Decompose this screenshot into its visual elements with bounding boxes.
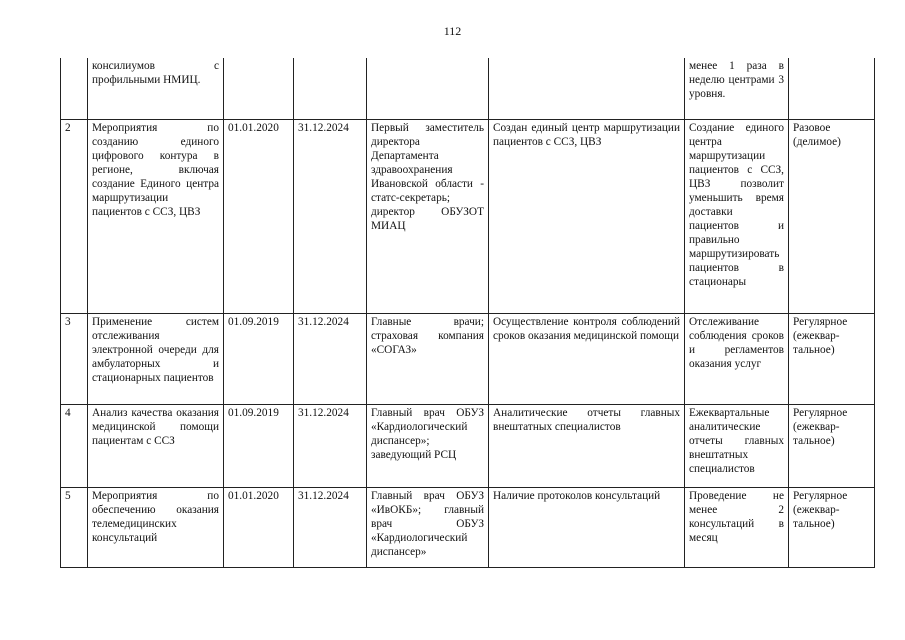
- cell-indicator: Проведение не менее 2 консультаций в месяц: [685, 487, 789, 567]
- page-number: 112: [443, 24, 462, 38]
- cell-type: Регулярное (ежеквар-тальное): [789, 404, 875, 487]
- cell-indicator: Создание единого центра маршрутизации пациентов с ССЗ, ЦВЗ позволит уменьшить время доставки пациентов и правильно маршрутизировать пациентов в стационары: [685, 119, 789, 313]
- cell-indicator: менее 1 раза в неделю центрами 3 уровня.: [685, 58, 789, 119]
- cell-type: Разовое (делимое): [789, 119, 875, 313]
- cell-start: 01.01.2020: [224, 119, 294, 313]
- table-row: [61, 404, 875, 487]
- table-row: [61, 487, 875, 567]
- table-row: [61, 58, 875, 119]
- cell-result: Создан единый центр маршрутизации пациентов с ССЗ, ЦВЗ: [489, 119, 685, 313]
- cell-num: [61, 58, 88, 119]
- cell-end: 31.12.2024: [294, 404, 367, 487]
- cell-action: Применение систем отслеживания электронной очереди для амбулаторных и стационарных пациентов: [88, 313, 224, 404]
- cell-responsible: [367, 58, 489, 119]
- cell-num: 3: [61, 313, 88, 404]
- cell-action: Мероприятия по созданию единого цифрового контура в регионе, включая создание Единого центра маршрутизации пациентов с ССЗ, ЦВЗ: [88, 119, 224, 313]
- cell-indicator: Ежеквартальные аналитические отчеты главных внештатных специалистов: [685, 404, 789, 487]
- cell-end: 31.12.2024: [294, 313, 367, 404]
- cell-end: 31.12.2024: [294, 487, 367, 567]
- cell-start: 01.09.2019: [224, 404, 294, 487]
- cell-start: 01.09.2019: [224, 313, 294, 404]
- cell-responsible: Первый заместитель директора Департамента здравоохранения Ивановской области - статс-секретарь; директор ОБУЗОТ МИАЦ: [367, 119, 489, 313]
- cell-num: 2: [61, 119, 88, 313]
- cell-action: Анализ качества оказания медицинской помощи пациентам с ССЗ: [88, 404, 224, 487]
- cell-num: 5: [61, 487, 88, 567]
- cell-result: Аналитические отчеты главных внештатных специалистов: [489, 404, 685, 487]
- cell-num: 4: [61, 404, 88, 487]
- cell-responsible: Главный врач ОБУЗ «ИвОКБ»; главный врач ОБУЗ «Кардиологический диспансер»: [367, 487, 489, 567]
- cell-type: [789, 58, 875, 119]
- cell-action: консилиумов с профильными НМИЦ.: [88, 58, 224, 119]
- cell-start: [224, 58, 294, 119]
- activities-table: [60, 58, 875, 568]
- cell-end: [294, 58, 367, 119]
- table-row: [61, 119, 875, 313]
- cell-action: Мероприятия по обеспечению оказания телемедицинских консультаций: [88, 487, 224, 567]
- cell-responsible: Главный врач ОБУЗ «Кардиологический диспансер»; заведующий РСЦ: [367, 404, 489, 487]
- cell-end: 31.12.2024: [294, 119, 367, 313]
- cell-result: [489, 58, 685, 119]
- cell-type: Регулярное (ежеквар-тальное): [789, 313, 875, 404]
- cell-responsible: Главные врачи; страховая компания «СОГАЗ»: [367, 313, 489, 404]
- cell-type: Регулярное (ежеквар-тальное): [789, 487, 875, 567]
- table-row: [61, 313, 875, 404]
- cell-indicator: Отслеживание соблюдения сроков и регламентов оказания услуг: [685, 313, 789, 404]
- cell-start: 01.01.2020: [224, 487, 294, 567]
- cell-result: Осуществление контроля соблюдений сроков оказания медицинской помощи: [489, 313, 685, 404]
- cell-result: Наличие протоколов консультаций: [489, 487, 685, 567]
